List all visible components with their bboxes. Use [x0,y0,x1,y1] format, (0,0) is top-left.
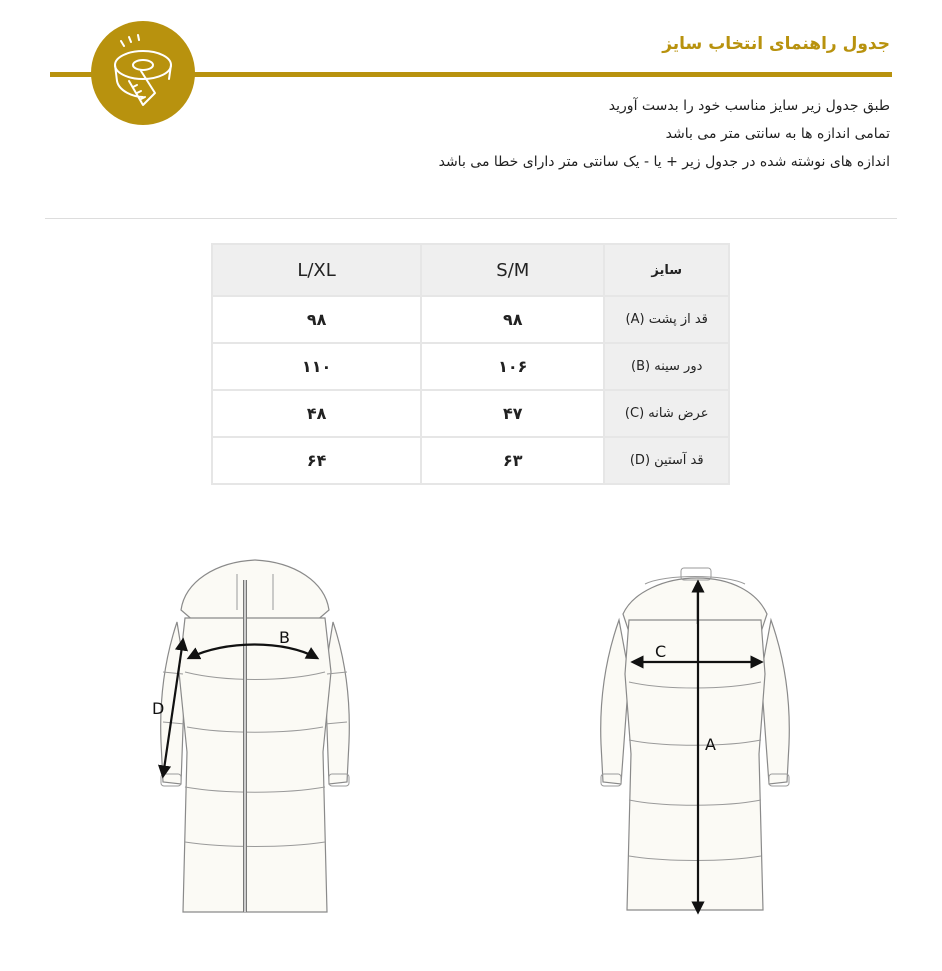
measurement-label-b: B [279,628,290,647]
column-header: S/M [421,244,604,296]
table-cell: ۴۸ [212,390,421,437]
intro-line: تمامی اندازه ها به سانتی متر می باشد [665,126,890,142]
row-label: قد از پشت (A) [604,296,729,343]
table-cell: ۴۷ [421,390,604,437]
table-row [212,390,729,437]
table-row [212,296,729,343]
measuring-tape-icon [91,21,195,125]
table-row [212,437,729,484]
table-header-row [212,244,729,296]
row-label: دور سینه (B) [604,343,729,390]
table-cell: ۹۸ [421,296,604,343]
page-title: جدول راهنمای انتخاب سایز [662,34,890,54]
table-cell: ۹۸ [212,296,421,343]
measurement-label-d: D [152,699,165,718]
column-header: L/XL [212,244,421,296]
intro-line: طبق جدول زیر سایز مناسب خود را بدست آورید [608,98,890,114]
table-cell: ۶۳ [421,437,604,484]
size-table [211,243,730,485]
intro-line: اندازه های نوشته شده در جدول زیر + یا - یک سانتی متر دارای خطا می باشد [438,154,890,170]
intro-text [250,92,890,176]
jacket-back-diagram [585,564,805,920]
row-label: عرض شانه (C) [604,390,729,437]
table-cell: ۱۱۰ [212,343,421,390]
table-row [212,343,729,390]
jacket-front-diagram [145,552,365,921]
table-cell: ۶۴ [212,437,421,484]
section-divider [45,218,897,219]
row-label: قد آستین (D) [604,437,729,484]
size-header-label: سایز [604,244,729,296]
measurement-label-a: A [705,735,716,754]
table-cell: ۱۰۶ [421,343,604,390]
measurement-label-c: C [655,642,667,661]
